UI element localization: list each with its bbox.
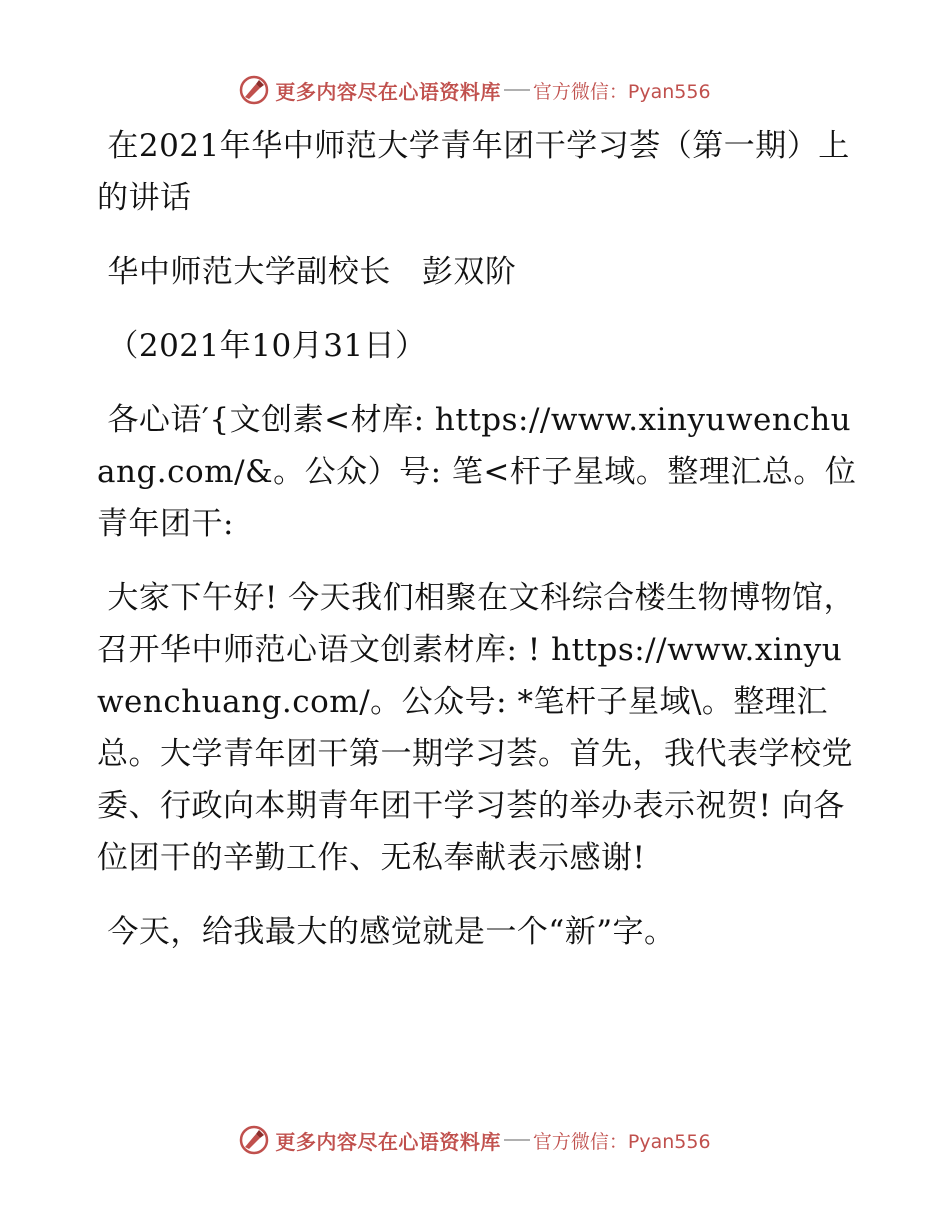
- banner-wechat-text: 官方微信：Pyan556: [532, 80, 711, 103]
- body-paragraph: 大家下午好! 今天我们相聚在文科综合楼生物博物馆，召开华中师范心语文创素材库: ! https://www.xinyuwenchuang.com/。公众号: *笔杆子星域\。整理汇总。大学青年团干第一期学习荟。首先，我代表学校党委、行政向本期青年团干学习荟的举办表示祝贺! 向各位团干的辛勤工作、无私奉献表示感谢!: [97, 580, 856, 876]
- author-line: 华中师范大学副校长 彭双阶: [97, 254, 517, 290]
- pen-nib-logo-icon: [239, 75, 269, 105]
- banner-main-text: 更多内容尽在心语资料库: [275, 79, 501, 104]
- document-title: 在2021年华中师范大学青年团干学习荟（第一期）上的讲话: [97, 128, 850, 216]
- body-paragraph: 今天，给我最大的感觉就是一个“新”字。: [97, 914, 676, 950]
- banner-dash: [504, 1139, 530, 1141]
- header-banner: [0, 70, 950, 110]
- salutation-paragraph: 各心语′{文创素<材库: https://www.xinyuwenchuang.com/&。公众）号: 笔<杆子星域。整理汇总。位青年团干:: [97, 402, 857, 542]
- banner-main-text: 更多内容尽在心语资料库: [275, 1129, 501, 1154]
- banner-dash: [504, 89, 530, 91]
- banner-wechat-text: 官方微信：Pyan556: [532, 1130, 711, 1153]
- date-line: （2021年10月31日）: [97, 328, 427, 364]
- footer-banner: [0, 1120, 950, 1160]
- document-body: [97, 120, 857, 958]
- pen-nib-logo-icon: [239, 1125, 269, 1155]
